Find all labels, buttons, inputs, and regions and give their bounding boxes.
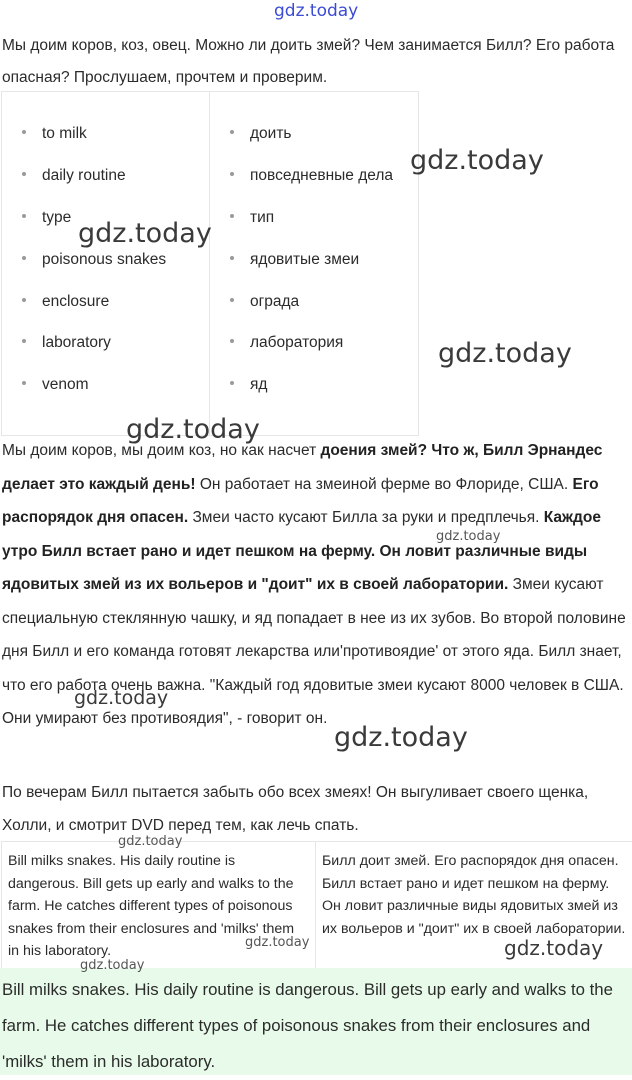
watermark: gdz.today (410, 145, 544, 176)
watermark: gdz.today (80, 958, 145, 973)
highlighted-answer: Bill milks snakes. His daily routine is dangerous. Bill gets up early and walks to the farm. He catches different types of poisonous snakes from their enclosures and 'milks' them in his laboratory. (0, 968, 632, 1075)
vocabulary-table (1, 91, 419, 436)
bullet-icon (22, 298, 26, 302)
vocab-item-ru: доить (230, 122, 292, 146)
bullet-icon (230, 381, 234, 385)
bullet-icon (230, 298, 234, 302)
bullet-icon (230, 339, 234, 343)
bullet-icon (22, 339, 26, 343)
vocab-item-ru: тип (230, 206, 274, 230)
watermark-top: gdz.today (274, 1, 359, 21)
vocab-item-en: daily routine (22, 164, 126, 188)
vocab-item-en: enclosure (22, 290, 109, 314)
vocab-item-en: poisonous snakes (22, 248, 166, 272)
vocab-item-en: venom (22, 373, 89, 397)
bullet-icon (22, 214, 26, 218)
bullet-icon (230, 256, 234, 260)
bullet-icon (22, 130, 26, 134)
watermark: gdz.today (438, 338, 572, 369)
watermark: gdz.today (126, 414, 260, 445)
vocab-item-ru: лаборатория (230, 331, 343, 355)
bullet-icon (230, 214, 234, 218)
bullet-icon (22, 172, 26, 176)
article-text-evening: По вечерам Билл пытается забыть обо всех змеях! Он выгуливает своего щенка, Холли, и смотрит DVD перед тем, как лечь спать. (2, 784, 589, 834)
article-text: Мы доим коров, мы доим коз, но как насчет доения змей? Что ж, Билл Эрнандес делает это каждый день! Он работает на змеиной ферме во Флориде, США. Его распорядок дня опасен. Змеи часто кусают Билла за руки и предплечья. Каждое утро Билл встает рано и идет пешком на ферму. Он ловит различные виды ядовитых змей из их вольеров и "доит" их в своей лаборатории. Змеи кусают специальную стеклянную чашку, и яд попадает в нее из их зубов. Во второй половине дня Билл и его команда готовят лекарства или'противоядие' от этого яда. Билл знает, что его работа очень важна. "Каждый год ядовитые змеи кусают 8000 человек в США. Они умирают без противоядия", - говорит он. (2, 442, 626, 727)
bullet-icon (230, 130, 234, 134)
answer-english: Bill milks snakes. His daily routine is dangerous. Bill gets up early and walks to the farm. He catches different types of poisonous snakes from their enclosures and 'milks' them in his laboratory. (2, 842, 316, 968)
answer-table (1, 841, 632, 969)
vocabulary-russian-column (210, 92, 418, 435)
bullet-icon (22, 256, 26, 260)
vocab-item-en: to milk (22, 122, 87, 146)
intro-text: Мы доим коров, коз, овец. Можно ли доить змей? Чем занимается Билл? Его работа опасная? Прослушаем, прочтем и проверим. (2, 37, 615, 86)
bullet-icon (230, 172, 234, 176)
watermark: gdz.today (436, 529, 501, 544)
vocabulary-english-column (2, 92, 210, 435)
vocab-item-ru: яд (230, 373, 267, 397)
watermark: gdz.today (78, 218, 212, 249)
watermark: gdz.today (504, 936, 604, 960)
watermark: gdz.today (334, 722, 468, 753)
watermark: gdz.today (118, 834, 183, 849)
vocab-item-ru: ограда (230, 290, 299, 314)
vocab-item-en: laboratory (22, 331, 111, 355)
bullet-icon (22, 381, 26, 385)
watermark: gdz.today (74, 687, 169, 709)
answer-russian: Билл доит змей. Его распорядок дня опасен. Билл встает рано и идет пешком на ферму. Он ловит различные виды ядовитых змей из их вольеров и "доит" их в своей лаборатории. (322, 853, 626, 937)
watermark: gdz.today (245, 935, 310, 950)
vocab-item-ru: повседневные дела (230, 164, 393, 188)
vocab-item-en: type (22, 206, 71, 230)
vocab-item-ru: ядовитые змеи (230, 248, 359, 272)
